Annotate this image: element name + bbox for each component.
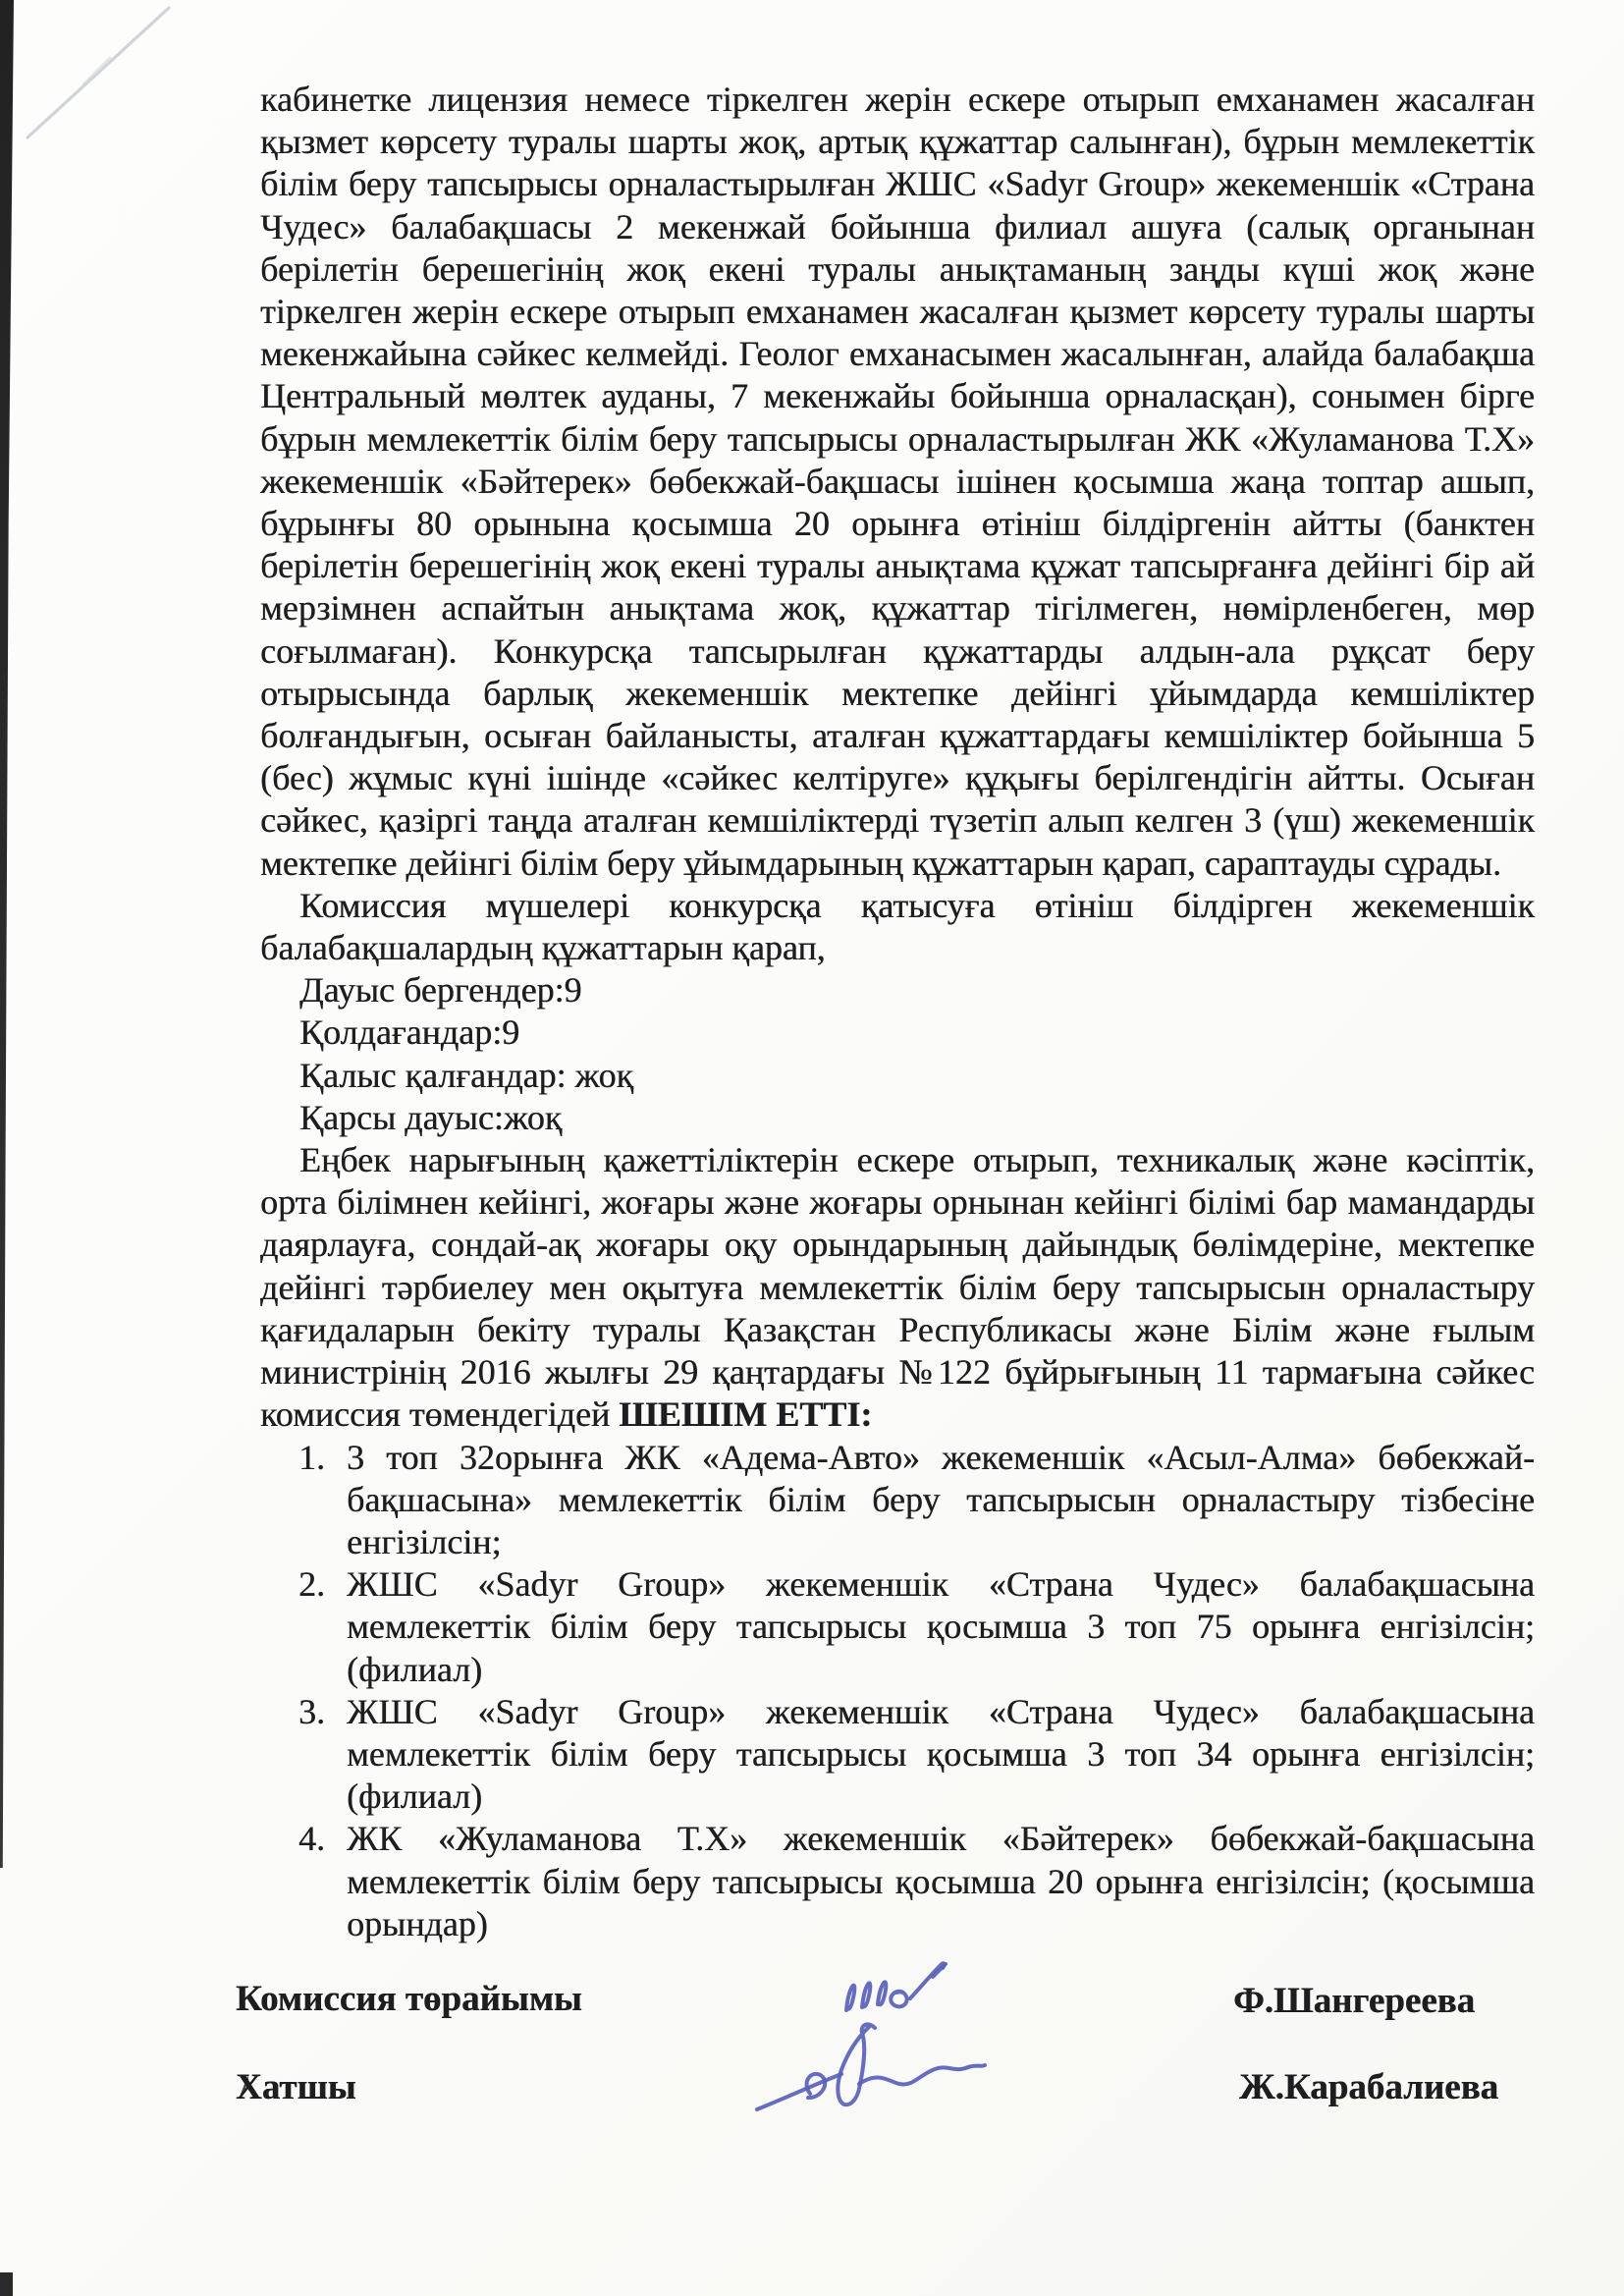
decision-intro-text: Еңбек нарығының қажеттіліктерін ескере отырып, техникалық және кәсіптік, орта білімнен кейінгі, жоғары және жоғары орнынан кейінгі білімі бар мамандарды даярлауға, сондай-ақ жоғары оқу орындарының дайындық бөлімдеріне, мектепке дейінгі тәрбиелеу мен оқытуға мемлекеттік білім беру тапсырысын орналастыру қағидаларын бекіту туралы Қазақстан Республикасы және Білім және ғылым министрінің 2016 жылғы 29 қаңтардағы №122 бұйрығының 11 тармағына сәйкес комиссия төмендегідей <box>260 1140 1535 1435</box>
item-number: 4. <box>298 1819 325 1859</box>
item-number: 3. <box>298 1691 325 1731</box>
paragraph-continuation: кабинетке лицензия немесе тіркелген жерін ескере отырып емханамен жасалған қызмет көрсету туралы шарты жоқ, артық құжаттар салынған), бұрын мемлекеттік білім беру тапсырысы орналастырылған ЖШС «Sadyr Group» жекеменшік «Страна Чудес» балабақшасы 2 мекенжай бойынша филиал ашуға (салық органынан берілетін берешегінің жоқ екені туралы анықтаманың заңды күші жоқ және тіркелген жерін ескере отырып емханамен жасалған қызмет көрсету туралы шарты мекенжайына сәйкес келмейді. Геолог емханасымен жасалынған, алайда балабақша Центральный мөлтек ауданы, 7 мекенжайы бойынша орналасқан), сонымен бірге бұрын мемлекеттік білім беру тапсырысы орналастырылған ЖК «Жуламанова Т.Х» жекеменшік «Бәйтерек» бөбекжай-бақшасы ішінен қосымша жаңа топтар ашып, бұрынғы 80 орынына қосымша 20 орынға өтініш білдіргенін айтты (банктен берілетін берешегінің жоқ екені туралы анықтама құжат тапсырғанға дейінгі бір ай мерзімнен аспайтын анықтама жоқ, құжаттар тігілмеген, нөмірленбеген, мөр соғылмаған). Конкурсқа тапсырылған құжаттарды алдын-ала рұқсат беру отырысында барлық жекеменшік мектепке дейінгі ұйымдарда кемшіліктер болғандығын, осыған байланысты, аталған құжаттардағы кемшіліктер бойынша 5 (бес) жұмыс күні ішінде «сәйкес келтіруге» құқығы берілгендігін айтты. Осыған сәйкес, қазіргі таңда аталған кемшіліктерді түзетіп алып келген 3 (үш) жекеменшік мектепке дейінгі білім беру ұйымдарының құжаттарын қарап, сараптауды сұрады. <box>260 80 1535 883</box>
decision-item-4 <box>260 1818 1535 1945</box>
item-number: 2. <box>298 1564 325 1605</box>
paragraph-commission: Комиссия мүшелері конкурсқа қатысуға өтініш білдірген жекеменшік балабақшалардың құжаттарын қарап, <box>260 885 1535 968</box>
scan-corner-artifact <box>0 2272 13 2296</box>
vote-line-against: Қарсы дауыс:жоқ <box>299 1097 563 1137</box>
decision-list <box>260 1437 1535 1945</box>
item-text: ЖШС «Sadyr Group» жекеменшік «Страна Чудес» балабақшасына мемлекеттік білім беру тапсырысы қосымша 3 топ 34 орынға енгізілсін; (филиал) <box>347 1691 1535 1817</box>
decision-heading: ШЕШІМ ЕТТІ: <box>619 1394 873 1435</box>
vote-line-total: Дауыс бергендер:9 <box>299 970 582 1011</box>
decision-item-2 <box>260 1563 1535 1691</box>
decision-item-3 <box>260 1691 1535 1819</box>
vote-line-for: Қолдағандар:9 <box>299 1012 520 1053</box>
signature-name-chairwoman: Ф.Шангереева <box>1233 1981 1476 2021</box>
item-text: ЖК «Жуламанова Т.Х» жекеменшік «Бәйтерек» бөбекжай-бақшасына мемлекеттік білім беру тапсырысы қосымша 20 орынға енгізілсін; (қосымша орындар) <box>347 1819 1535 1943</box>
scan-edge-artifact <box>0 0 14 1868</box>
item-number: 1. <box>298 1437 325 1477</box>
pencil-mark <box>0 0 196 157</box>
item-text: 3 топ 32орынға ЖК «Адема-Авто» жекеменшік «Асыл-Алма» бөбекжай-бақшасына» мемлекеттік білім беру тапсырысын орналастыру тізбесіне енгізілсін; <box>347 1437 1535 1561</box>
handwritten-signature-secretary <box>751 2015 992 2123</box>
signature-role-chairwoman: Комиссия төрайымы <box>236 1979 582 2019</box>
signature-role-secretary: Хатшы <box>236 2067 356 2107</box>
decision-item-1 <box>260 1437 1535 1564</box>
document-body <box>260 79 1535 1945</box>
paragraph-decision-intro <box>260 1139 1535 1436</box>
vote-line-abstained: Қалыс қалғандар: жоқ <box>299 1055 633 1095</box>
item-text: ЖШС «Sadyr Group» жекеменшік «Страна Чудес» балабақшасына мемлекеттік білім беру тапсырысы қосымша 3 топ 75 орынға енгізілсін; (филиал) <box>347 1564 1535 1689</box>
signature-name-secretary: Ж.Карабалиева <box>1239 2067 1499 2107</box>
